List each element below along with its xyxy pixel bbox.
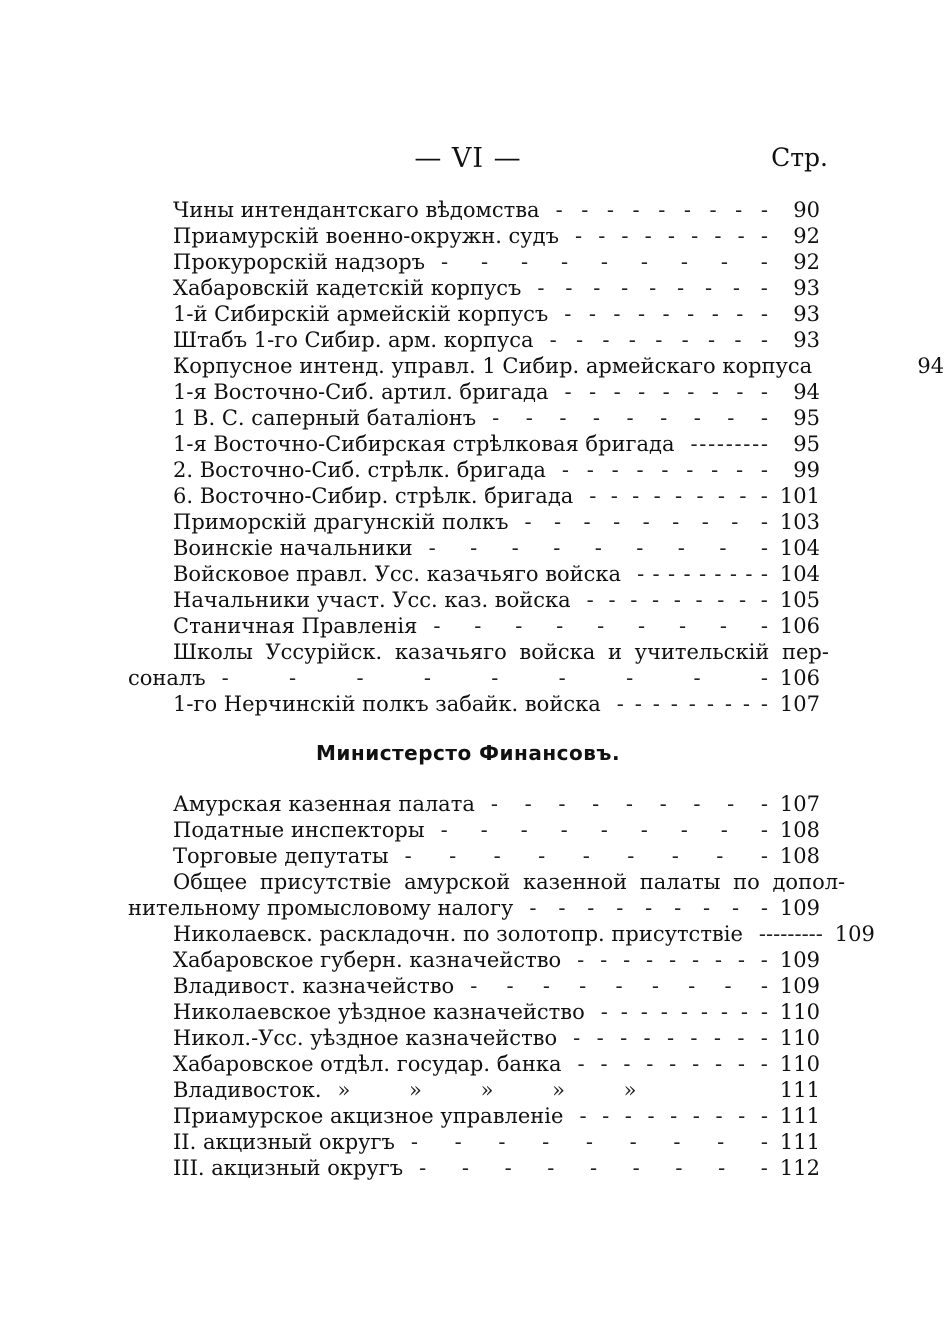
- entry-title: 1 В. С. саперный баталіонъ: [173, 406, 477, 430]
- entry-page: 105: [779, 588, 820, 612]
- entry-page: 107: [779, 792, 820, 816]
- toc-entry: [128, 1077, 820, 1103]
- dot-leader: - - - - - - - - -: [564, 380, 768, 404]
- toc-entry: [128, 197, 820, 223]
- dot-leader: - - - - - - - - -: [404, 844, 768, 868]
- entry-title: III. акцизный округъ: [173, 1156, 404, 1180]
- dot-leader: - - - - - - - - -: [564, 302, 768, 326]
- entry-title: Никол.-Усс. уѣздное казначейство: [173, 1026, 558, 1050]
- toc-entry: [128, 483, 820, 509]
- entry-page: 108: [779, 844, 820, 868]
- dot-leader: - - - - - - - - -: [690, 432, 768, 456]
- entry-page: 95: [793, 406, 820, 430]
- entry-page: 110: [779, 1052, 820, 1076]
- toc-entry: [128, 509, 820, 535]
- entry-page: 109: [779, 974, 820, 998]
- dot-leader: - - - - - - - - -: [577, 948, 768, 972]
- entry-page: 109: [834, 922, 875, 946]
- toc-entry: [128, 999, 820, 1025]
- entry-title: Владивост. казначейство: [173, 974, 455, 998]
- entry-page: 101: [779, 484, 820, 508]
- dot-leader: - - - - - - - - -: [419, 1156, 768, 1180]
- entry-page: 103: [779, 510, 820, 534]
- dot-leader: - - - - - - - - -: [529, 896, 768, 920]
- entry-title: Станичная Правленія: [173, 614, 418, 638]
- dot-leader: - - - - - - - - -: [524, 510, 768, 534]
- entry-title: 6. Восточно-Сибир. стрѣлк. бригада: [173, 484, 574, 508]
- toc-entry: [128, 947, 820, 973]
- entry-title: Хабаровское губерн. казначейство: [173, 948, 562, 972]
- toc-entry: [128, 275, 820, 301]
- entry-title: Прокурорскій надзоръ: [173, 250, 426, 274]
- entry-title: Владивосток.: [173, 1078, 322, 1102]
- entry-page: 109: [779, 948, 820, 972]
- entry-title: Хабаровскій кадетскій корпусъ: [173, 276, 522, 300]
- entry-page: 93: [793, 302, 820, 326]
- dot-leader: - - - - - - - - -: [440, 818, 768, 842]
- toc-entry: [128, 223, 820, 249]
- entry-page: 110: [779, 1026, 820, 1050]
- entry-title: Приамурское акцизное управленіе: [173, 1104, 564, 1128]
- entry-title: Начальники участ. Усс. каз. войска: [173, 588, 571, 612]
- entry-title: Чины интендантскаго вѣдомства: [173, 198, 540, 222]
- toc-entry-line: Школы Уссурійск. казачьяго войска и учительскій пер-: [173, 640, 829, 664]
- toc-entry: [128, 843, 820, 869]
- dot-leader: - - - - - - - - -: [537, 276, 768, 300]
- toc-entry: [128, 249, 820, 275]
- entry-page: 92: [793, 250, 820, 274]
- dot-leader: - - - - - - - - -: [470, 974, 768, 998]
- entry-page: 108: [779, 818, 820, 842]
- entry-page: 92: [793, 224, 820, 248]
- toc-entry: [128, 587, 820, 613]
- entry-title: Воинскіе начальники: [173, 536, 413, 560]
- toc-entry: [128, 327, 820, 353]
- entry-page: 95: [793, 432, 820, 456]
- entry-page: 111: [779, 1078, 820, 1102]
- toc-entry: [128, 405, 820, 431]
- toc-entry: [128, 561, 820, 587]
- toc-entry: [128, 895, 820, 921]
- entry-page: 109: [779, 896, 820, 920]
- entry-page: 93: [793, 328, 820, 352]
- entry-page: 110: [779, 1000, 820, 1024]
- dot-leader: - - - - - - - - -: [573, 1026, 768, 1050]
- toc-entry: [128, 1025, 820, 1051]
- toc-entry: [128, 431, 820, 457]
- dot-leader: - - - - - - - - -: [555, 198, 768, 222]
- toc-entry: [128, 301, 820, 327]
- entry-page: 104: [779, 562, 820, 586]
- toc-entry: [128, 665, 820, 691]
- toc-entry: [128, 921, 875, 947]
- entry-title: Приморскій драгунскій полкъ: [173, 510, 509, 534]
- dot-leader: - - - - - - - - -: [577, 1052, 768, 1076]
- toc-entry: [128, 535, 820, 561]
- toc-entry: [128, 817, 820, 843]
- entry-title: Податные инспекторы: [173, 818, 425, 842]
- entry-page: 106: [779, 614, 820, 638]
- dot-leader: - - - - - - - - -: [441, 250, 768, 274]
- toc-entry: [128, 613, 820, 639]
- entry-title: нительному промысловому налогу: [128, 896, 514, 920]
- entry-title: II. акцизный округъ: [173, 1130, 395, 1154]
- dot-leader: - - - - - - - - -: [589, 484, 768, 508]
- dot-leader: - - - - - - - - -: [758, 922, 823, 946]
- toc-section-finance: [128, 791, 875, 1181]
- entry-page: 99: [793, 458, 820, 482]
- entry-title: соналъ: [128, 666, 206, 690]
- entry-page: 94: [793, 380, 820, 404]
- entry-title: Торговые депутаты: [173, 844, 389, 868]
- dot-leader: - - - - - - - - -: [574, 224, 768, 248]
- entry-page: 106: [779, 666, 820, 690]
- toc-entry: [128, 1155, 820, 1181]
- ditto-marks: » » » » »: [337, 1078, 637, 1102]
- toc-section-military: [128, 197, 944, 717]
- dot-leader: - - - - - - - - -: [549, 328, 768, 352]
- entry-title: 1-го Нерчинскій полкъ забайк. войска: [173, 692, 601, 716]
- toc-entry: [128, 1051, 820, 1077]
- entry-title: Николаевск. раскладочн. по золотопр. присутствіе: [173, 922, 743, 946]
- entry-title: 1-й Сибирскій армейскій корпусъ: [173, 302, 549, 326]
- dot-leader: - - - - - - - - -: [616, 692, 768, 716]
- entry-title: Приамурскій военно-окружн. судъ: [173, 224, 559, 248]
- entry-page: 104: [779, 536, 820, 560]
- toc-entry: [128, 791, 820, 817]
- dot-leader: - - - - - - - - -: [492, 406, 768, 430]
- section-heading: Министерсто Финансовъ.: [315, 741, 621, 765]
- dot-leader: - - - - - - - - -: [428, 536, 768, 560]
- toc-entry: [128, 1103, 820, 1129]
- entry-page: 90: [793, 198, 820, 222]
- entry-page: 107: [779, 692, 820, 716]
- dot-leader: - - - - - - - - -: [579, 1104, 768, 1128]
- page-number: — VI —: [414, 143, 522, 174]
- entry-title: Штабъ 1-го Сибир. арм. корпуса: [173, 328, 534, 352]
- entry-title: Корпусное интенд. управл. 1 Сибир. армейскаго корпуса: [173, 354, 813, 378]
- entry-page: 111: [779, 1130, 820, 1154]
- dot-leader: - - - - - - - - -: [433, 614, 768, 638]
- entry-title: 2. Восточно-Сиб. стрѣлк. бригада: [173, 458, 546, 482]
- entry-page: 112: [779, 1156, 820, 1180]
- entry-title: Николаевское уѣздное казначейство: [173, 1000, 585, 1024]
- toc-entry: [128, 691, 820, 717]
- entry-title: 1-я Восточно-Сибирская стрѣлковая бригада: [173, 432, 675, 456]
- dot-leader: - - - - - - - - -: [637, 562, 768, 586]
- entry-title: 1-я Восточно-Сиб. артил. бригада: [173, 380, 549, 404]
- toc-entry: [128, 353, 944, 379]
- toc-entry-line: Общее присутствіе амурской казенной палаты по допол-: [173, 870, 846, 894]
- dot-leader: - - - - - - - - -: [410, 1130, 768, 1154]
- dot-leader: - - - - - - - - -: [490, 792, 768, 816]
- dot-leader: - - - - - - - - -: [586, 588, 768, 612]
- entry-page: 94: [917, 354, 944, 378]
- entry-title: Хабаровское отдѣл. государ. банка: [173, 1052, 562, 1076]
- toc-entry: [128, 457, 820, 483]
- entry-title: Войсковое правл. Усс. казачьяго войска: [173, 562, 622, 586]
- dot-leader: - - - - - - - - -: [600, 1000, 768, 1024]
- toc-entry: [128, 973, 820, 999]
- toc-entry: [128, 1129, 820, 1155]
- entry-title: Амурская казенная палата: [173, 792, 475, 816]
- entry-page: 111: [779, 1104, 820, 1128]
- entry-page: 93: [793, 276, 820, 300]
- page-column-label: Стр.: [771, 143, 828, 172]
- toc-entry: [128, 379, 820, 405]
- dot-leader: - - - - - - - - -: [221, 666, 768, 690]
- dot-leader: - - - - - - - - -: [561, 458, 768, 482]
